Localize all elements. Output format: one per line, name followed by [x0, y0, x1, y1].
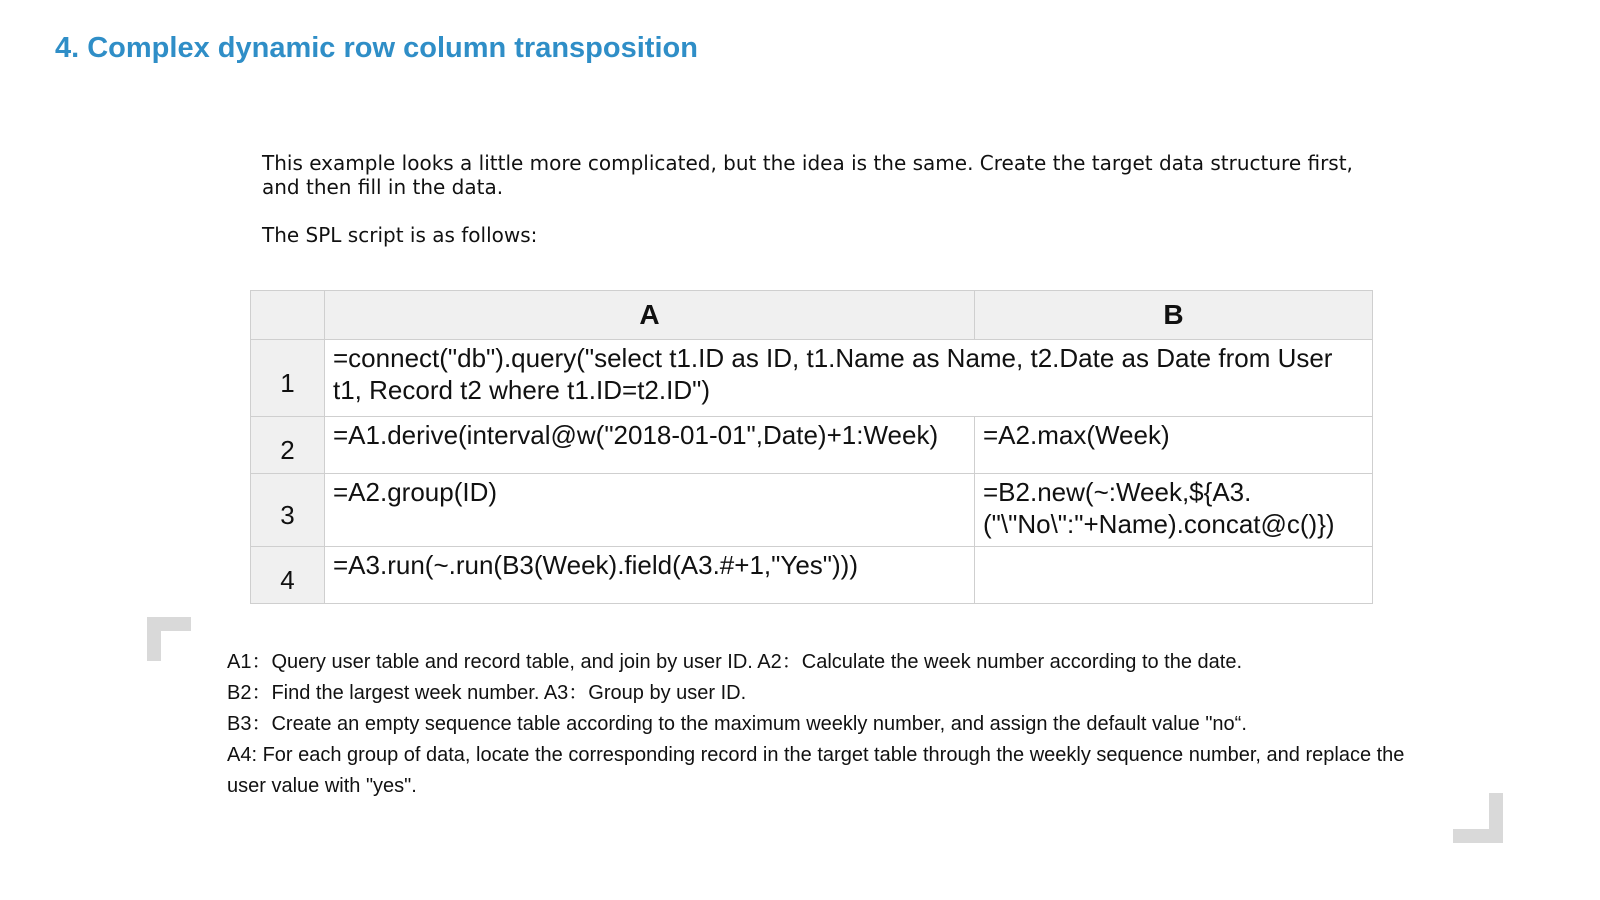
header-row — [251, 291, 1373, 340]
cell-a2[interactable]: =A1.derive(interval@w("2018-01-01",Date)+1:Week) — [325, 417, 975, 474]
row-number: 2 — [251, 417, 325, 474]
table-row — [251, 474, 1373, 547]
script-label: The SPL script is as follows: — [262, 223, 538, 247]
cell-a1[interactable]: =connect("db").query("select t1.ID as ID, t1.Name as Name, t2.Date as Date from User t1, Record t2 where t1.ID=t2.ID") — [325, 340, 1373, 417]
note-line: A4: For each group of data, locate the corresponding record in the target table through the weekly sequence number, and replace the user value with "yes". — [227, 744, 1405, 797]
cell-a3[interactable]: =A2.group(ID) — [325, 474, 975, 547]
cell-a4[interactable]: =A3.run(~.run(B3(Week).field(A3.#+1,"Yes"))) — [325, 547, 975, 604]
table-row — [251, 417, 1373, 474]
intro-text — [262, 151, 1362, 247]
intro-paragraph: This example looks a little more complicated, but the idea is the same. Create the target data structure first, and then fill in the data. — [262, 151, 1353, 199]
note-line: A1：Query user table and record table, and join by user ID. A2：Calculate the week number according to the date. — [227, 651, 1243, 673]
table-row — [251, 340, 1373, 417]
top-left-corner-mark — [147, 617, 191, 661]
column-header-a: A — [325, 291, 975, 340]
row-number: 4 — [251, 547, 325, 604]
cell-b3[interactable]: =B2.new(~:Week,${A3.("\"No\":"+Name).concat@c()}) — [975, 474, 1373, 547]
bottom-right-corner-mark — [1453, 793, 1503, 843]
explanation-notes — [227, 647, 1427, 802]
table-row — [251, 547, 1373, 604]
note-line: B3：Create an empty sequence table according to the maximum weekly number, and assign the default value "no“. — [227, 713, 1247, 735]
cell-b4[interactable] — [975, 547, 1373, 604]
spl-script-table — [250, 290, 1373, 604]
row-number: 3 — [251, 474, 325, 547]
row-number: 1 — [251, 340, 325, 417]
column-header-b: B — [975, 291, 1373, 340]
corner-header-cell — [251, 291, 325, 340]
cell-b2[interactable]: =A2.max(Week) — [975, 417, 1373, 474]
note-line: B2：Find the largest week number. A3：Group by user ID. — [227, 682, 747, 704]
page-title: 4. Complex dynamic row column transposition — [55, 32, 698, 64]
